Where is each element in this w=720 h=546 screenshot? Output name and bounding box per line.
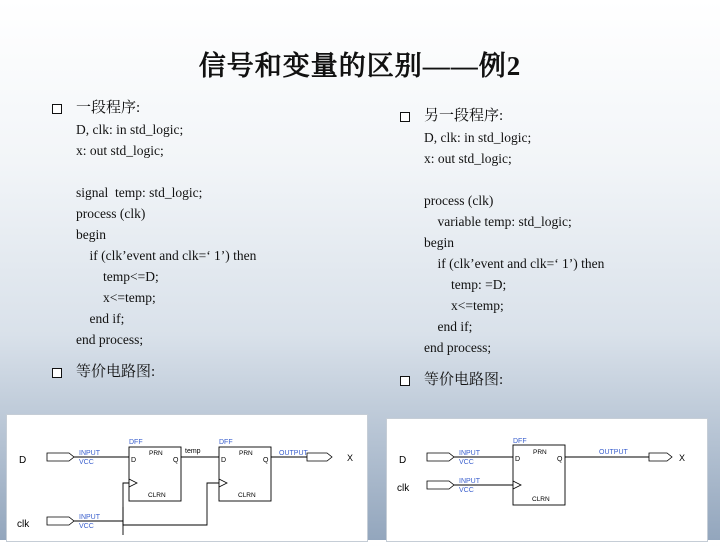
code-line: D, clk: in std_logic; [424,130,532,145]
dff1-q-pin: Q [173,457,179,464]
input-label: INPUT [459,450,480,457]
code-line: x: out std_logic; [424,151,512,166]
code-line: D, clk: in std_logic; [76,122,184,137]
port-d-label: D [399,455,407,466]
right-circuit-svg [387,419,707,541]
code-line: process (clk) [424,193,494,208]
code-line: temp: =D; [424,277,507,292]
code-line [76,161,372,182]
dff-label: DFF [513,438,527,445]
code-line: process (clk) [76,206,146,221]
dff2-q-pin: Q [263,457,269,464]
dff-d-pin: D [515,456,521,463]
checkbox-bullet-icon [52,368,62,378]
port-x-label: X [679,453,686,463]
dff1-clock-icon [129,479,137,487]
right-heading: 另一段程序: [424,108,504,124]
code-line: temp<=D; [76,269,159,284]
dff2-clrn-label: CLRN [238,492,256,499]
left-heading: 一段程序: [76,100,141,116]
right-heading-row [400,106,700,127]
input-pin-d-icon [427,453,454,461]
output-pin-x-icon [649,453,672,461]
code-line: x: out std_logic; [76,143,164,158]
code-line: x<=temp; [76,290,156,305]
left-circuit-svg [7,415,367,541]
code-line: variable temp: std_logic; [424,214,572,229]
code-line: end process; [424,340,492,355]
left-heading-row [52,98,372,119]
checkbox-bullet-icon [400,112,410,122]
output-label: OUTPUT [279,450,308,457]
checkbox-bullet-icon [400,376,410,386]
port-clk-label: clk [17,519,30,530]
dff2-clock-icon [219,479,227,487]
left-code-column [52,98,372,383]
input-label: INPUT [79,514,100,521]
input-pin-clk-icon [427,481,454,489]
vcc-label: VCC [459,459,474,466]
code-line: signal temp: std_logic; [76,185,203,200]
wire-temp-label: temp [185,448,201,455]
port-clk-label: clk [397,483,410,494]
right-circuit-diagram [386,418,708,542]
dff-q-pin: Q [557,456,563,463]
code-line: begin [424,235,454,250]
slide-title: 信号和变量的区别——例2 [198,51,522,81]
output-label: OUTPUT [599,449,628,456]
output-pin-x-icon [307,453,332,461]
left-circuit-heading: 等价电路图: [76,364,156,380]
dff2-d-pin: D [221,457,227,464]
port-x-label: X [347,453,354,463]
dff1-d-pin: D [131,457,137,464]
left-code-block [52,119,372,350]
code-line: end if; [424,319,473,334]
dff-prn-label: PRN [533,449,547,456]
input-pin-d-icon [47,453,74,461]
port-d-label: D [19,455,27,466]
input-label: INPUT [79,450,100,457]
dff1-label: DFF [129,439,143,446]
right-code-block [400,127,700,358]
right-circuit-heading: 等价电路图: [424,372,504,388]
right-code-column [400,106,700,391]
dff2-label: DFF [219,439,233,446]
code-line: end if; [76,311,125,326]
dff2-prn-label: PRN [239,450,253,457]
dff1-clrn-label: CLRN [148,492,166,499]
code-line: x<=temp; [424,298,504,313]
input-label: INPUT [459,478,480,485]
left-circuit-diagram [6,414,368,542]
dff-clrn-label: CLRN [532,496,550,503]
dff-clock-icon [513,481,521,489]
wire-clk-dff2 [123,483,219,525]
input-pin-clk-icon [47,517,74,525]
code-line: end process; [76,332,144,347]
vcc-label: VCC [459,487,474,494]
code-line: if (clk’event and clk=‘ 1’) then [424,256,605,271]
code-line: begin [76,227,106,242]
dff1-prn-label: PRN [149,450,163,457]
code-line [424,169,700,190]
vcc-label: VCC [79,523,94,530]
checkbox-bullet-icon [52,104,62,114]
vcc-label: VCC [79,459,94,466]
left-circuit-heading-row [52,362,372,383]
code-line: if (clk’event and clk=‘ 1’) then [76,248,257,263]
right-circuit-heading-row [400,370,700,391]
